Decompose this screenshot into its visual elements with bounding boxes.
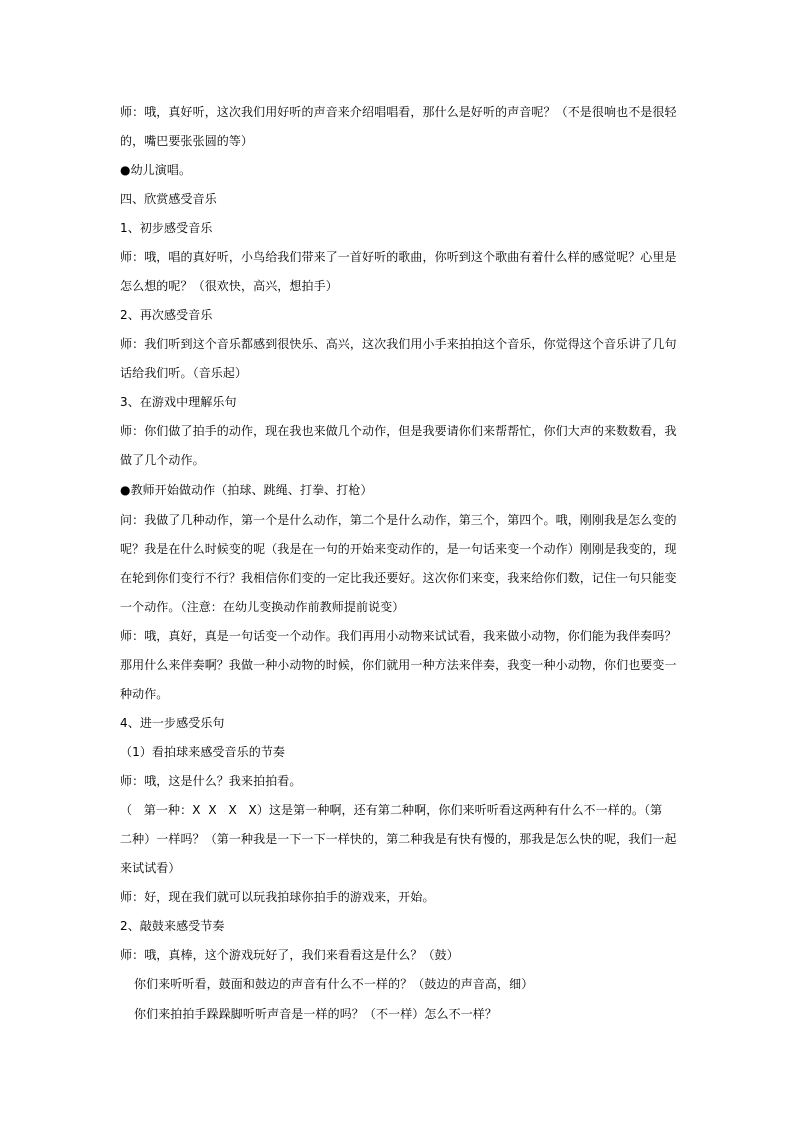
paragraph-line: 师：哦，真好听，这次我们用好听的声音来介绍唱唱看，那什么是好听的声音呢？（不是很响也不是很轻: [120, 105, 677, 119]
paragraph-line: 问：我做了几种动作，第一个是什么动作，第二个是什么动作，第三个，第四个。哦，刚刚我是怎么变的: [120, 513, 677, 527]
paragraph-line: 一个动作。（注意：在幼儿变换动作前教师提前说变）: [120, 600, 405, 614]
subsection-heading: 3、在游戏中理解乐句: [120, 395, 237, 409]
paragraph-line: 二种）一样吗？（第一种我是一下一下一样快的，第二种我是有快有慢的，那我是怎么快的呢，我们一起: [120, 832, 677, 846]
paragraph-line: 做了几个动作。: [120, 453, 205, 467]
paragraph-line: 师：我们听到这个音乐都感到很快乐、高兴，这次我们用小手来拍拍这个音乐，你觉得这个音乐讲了几句: [120, 337, 677, 351]
paragraph-line: 你们来听听看，鼓面和鼓边的声音有什么不一样的？（鼓边的声音高，细）: [134, 977, 534, 991]
paragraph-line: 怎么想的呢？（很欢快，高兴，想拍手）: [120, 279, 338, 293]
paragraph-line: （ 第一种：X X X X）这是第一种啊，还有第二种啊，你们来听听看这两种有什么不一样的。（第: [120, 803, 663, 817]
paragraph-line: 话给我们听。（音乐起）: [120, 366, 248, 380]
paragraph-line: 师：哦，这是什么？我来拍拍看。: [120, 774, 302, 788]
paragraph-line: 你们来拍拍手跺跺脚听听声音是一样的吗？（不一样）怎么不一样？: [134, 1007, 498, 1021]
subsection-heading: （1）看拍球来感受音乐的节奏: [120, 745, 286, 759]
subsection-heading: 2、敲鼓来感受节奏: [120, 919, 225, 933]
paragraph-line: 呢？我是在什么时候变的呢（我是在一句的开始来变动作的，是一句话来变一个动作）刚刚是我变的，现: [120, 542, 677, 556]
bullet-line: ●幼儿演唱。: [120, 163, 192, 177]
paragraph-line: 师：好，现在我们就可以玩我拍球你拍手的游戏来，开始。: [120, 890, 435, 904]
bullet-line: ●教师开始做动作（拍球、跳绳、打拳、打枪）: [120, 483, 373, 497]
paragraph-line: 师：你们做了拍手的动作，现在我也来做几个动作，但是我要请你们来帮帮忙，你们大声的来数数看，我: [120, 424, 677, 438]
subsection-heading: 1、初步感受音乐: [120, 221, 213, 235]
subsection-heading: 4、进一步感受乐句: [120, 716, 225, 730]
paragraph-line: 师：哦，真棒，这个游戏玩好了，我们来看看这是什么？（鼓）: [120, 948, 459, 962]
paragraph-line: 的，嘴巴要张张圆的等）: [120, 134, 254, 148]
section-heading: 四、欣赏感受音乐: [120, 192, 217, 206]
paragraph-line: 来试试看）: [120, 861, 181, 875]
paragraph-line: 师：哦，真好，真是一句话变一个动作。我们再用小动物来试试看，我来做小动物，你们能为我伴奏吗？: [120, 629, 677, 643]
paragraph-line: 种动作。: [120, 687, 169, 701]
paragraph-line: 师：哦，唱的真好听，小鸟给我们带来了一首好听的歌曲，你听到这个歌曲有着什么样的感觉呢？心里是: [120, 250, 677, 264]
paragraph-line: 在轮到你们变行不行？我相信你们变的一定比我还要好。这次你们来变，我来给你们数，记住一句只能变: [120, 571, 677, 585]
subsection-heading: 2、再次感受音乐: [120, 308, 213, 322]
paragraph-line: 那用什么来伴奏啊？我做一种小动物的时候，你们就用一种方法来伴奏，我变一种小动物，你们也要变一: [120, 658, 677, 672]
